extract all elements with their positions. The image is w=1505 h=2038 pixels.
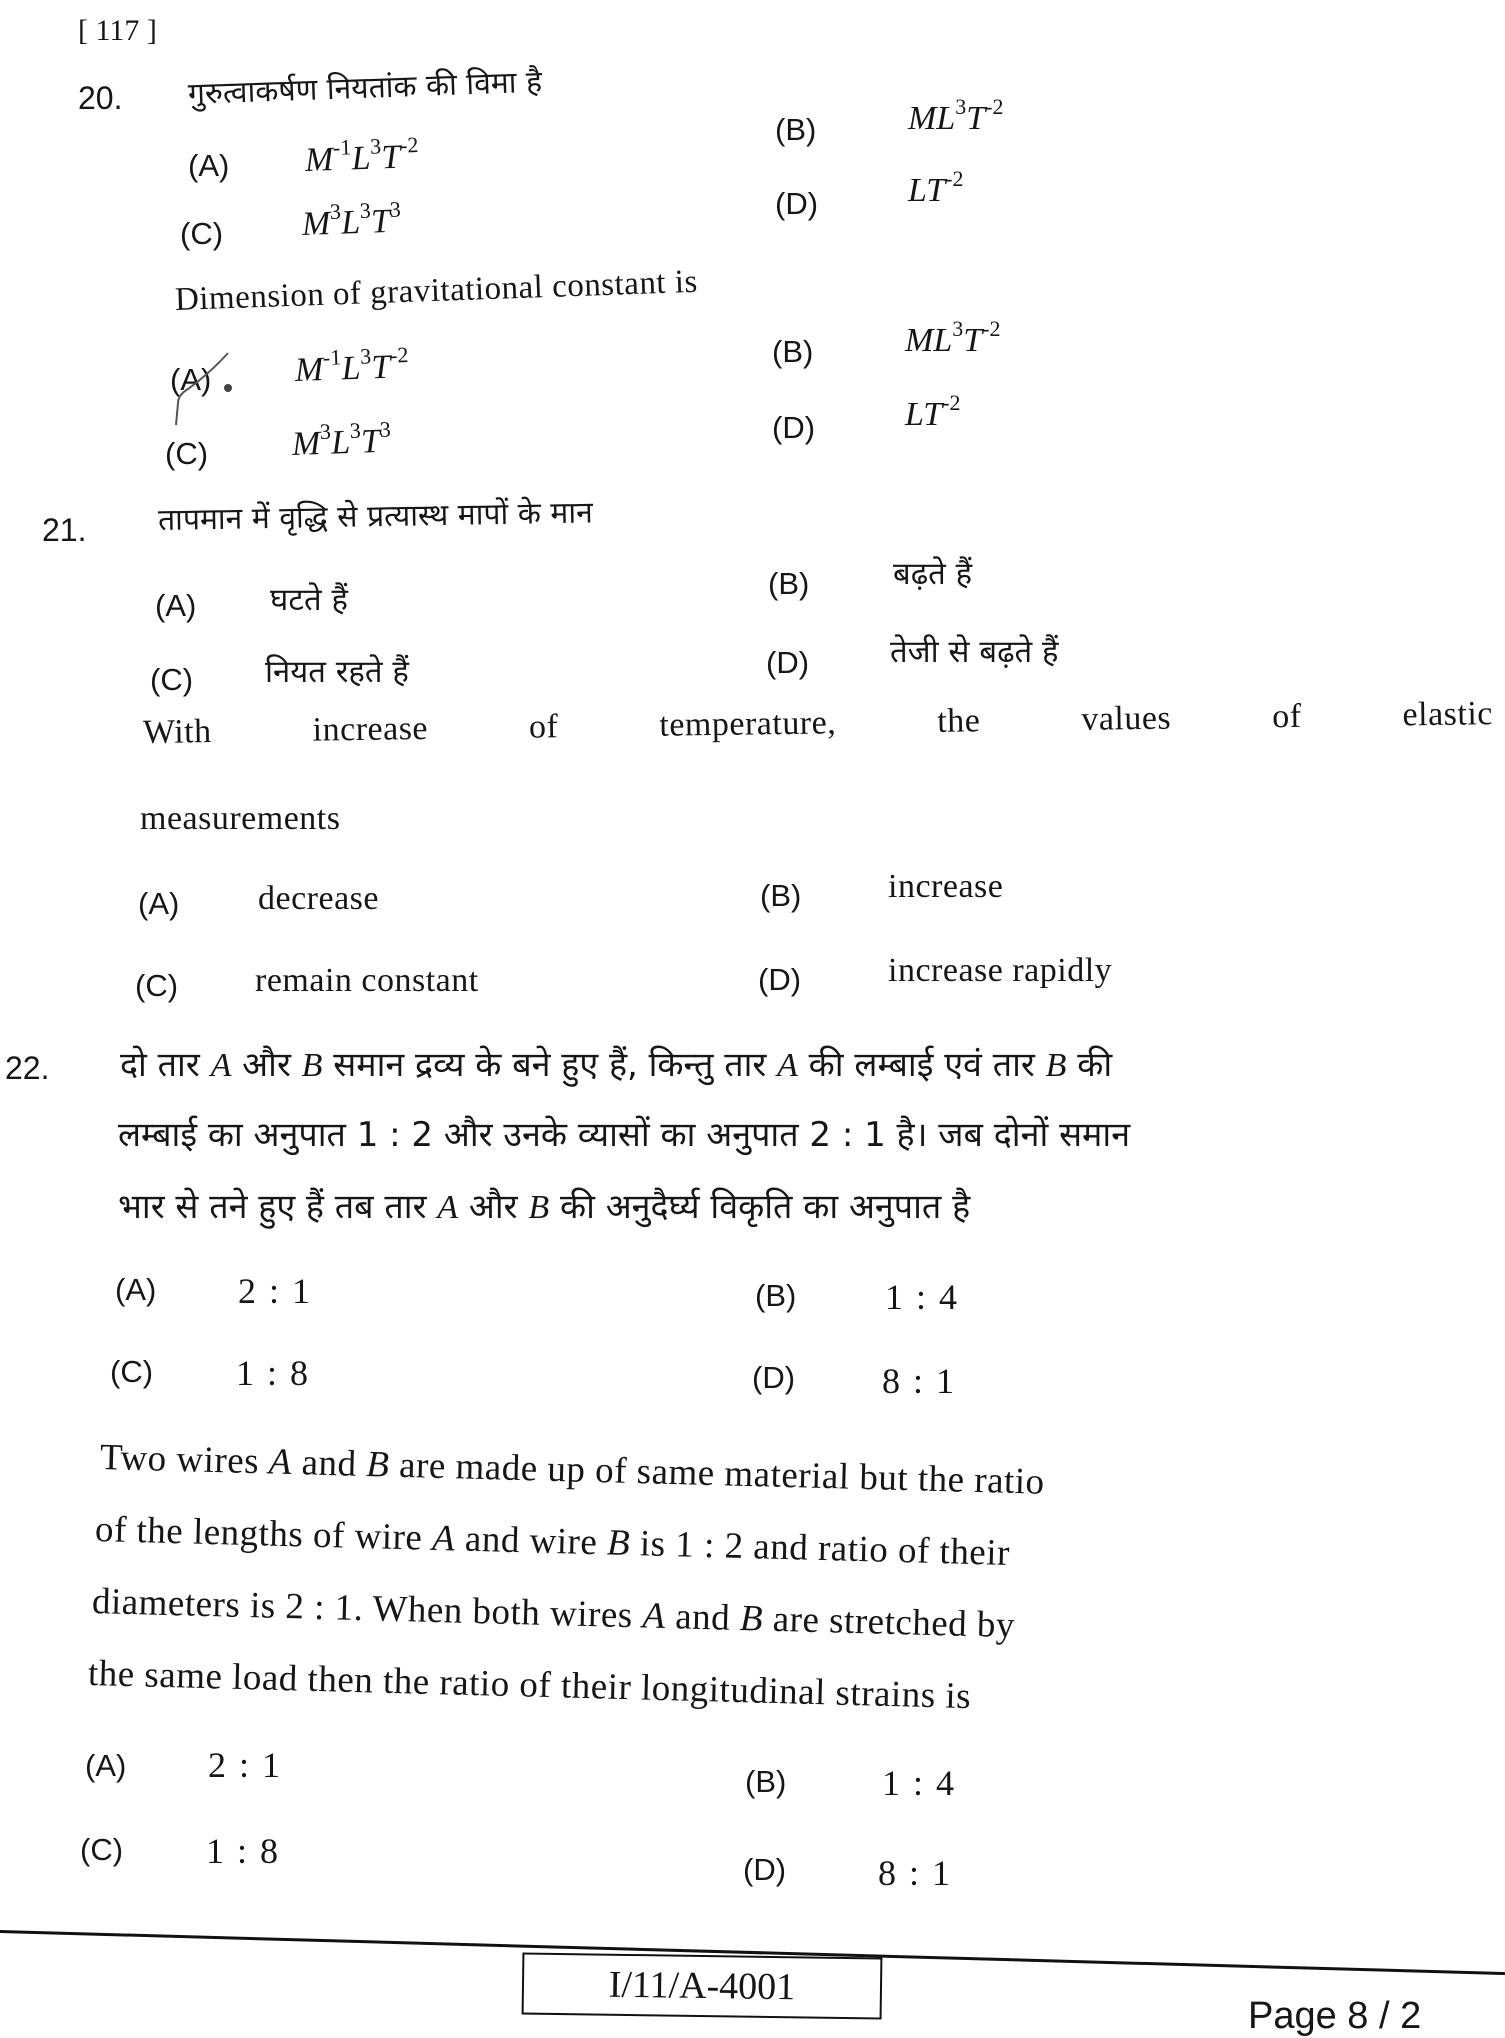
question-number-21: 21. — [42, 512, 87, 548]
page-marker: [ 117 ] — [78, 14, 157, 47]
q20-hi-option-d-label: (D) — [775, 186, 819, 221]
q20-hi-option-c-label: (C) — [180, 216, 224, 251]
q21-hi-option-a-label: (A) — [155, 588, 197, 623]
q22-hi-option-c-text: 1 : 8 — [236, 1353, 311, 1393]
q21-hi-option-c-label: (C) — [150, 662, 194, 697]
q20-hi-option-a-label: (A) — [188, 148, 230, 183]
q20-en-option-a-value: $M^{-1}L^3T^{-2}$ — [294, 342, 409, 389]
q22-english-line3: diameters is 2 : 1. When both wires A and B are stretched by — [91, 1581, 1016, 1647]
q20-en-option-d-label: (D) — [772, 410, 816, 445]
q21-en-option-d-text: increase rapidly — [888, 952, 1113, 989]
q20-hi-option-c-value: $M^3L^3T^3$ — [301, 196, 402, 243]
q21-en-option-a-text: decrease — [258, 880, 380, 917]
q22-en-option-d-label: (D) — [743, 1852, 787, 1887]
q22-hindi-line3: भार से तने हुए हैं तब तार A और B की अनुदैर्घ्य विकृति का अनुपात है — [118, 1187, 971, 1227]
q22-en-option-a-label: (A) — [85, 1748, 127, 1783]
page-number: Page 8 / 2 — [1248, 1995, 1422, 2037]
q21-en-option-b-text: increase — [888, 868, 1004, 905]
q21-english-stem-line2: measurements — [140, 800, 341, 837]
q21-hi-option-c-text: नियत रहते हैं — [265, 654, 409, 690]
q21-hi-option-d-text: तेजी से बढ़ते हैं — [890, 634, 1059, 670]
q20-hi-option-a-value: $M^{-1}L^3T^{-2}$ — [304, 132, 419, 179]
q22-hi-option-b-label: (B) — [755, 1278, 797, 1313]
q20-en-option-c-label: (C) — [165, 436, 209, 471]
q21-en-option-b-label: (B) — [760, 878, 802, 913]
question-number-22: 22. — [5, 1050, 50, 1086]
q22-english-line4: the same load then the ratio of their longitudinal strains is — [87, 1653, 972, 1718]
q21-hindi-stem: तापमान में वृद्धि से प्रत्यास्थ मापों के मान — [157, 495, 594, 538]
q20-hi-option-d-value: $LT^{-2}$ — [908, 166, 964, 209]
q20-hi-option-b-label: (B) — [775, 112, 817, 147]
q20-en-option-c-value: $M^3L^3T^3$ — [291, 416, 392, 463]
q20-hi-option-b-value: $ML^3T^{-2}$ — [908, 94, 1004, 137]
q22-en-option-d-text: 8 : 1 — [878, 1853, 953, 1893]
q22-hi-option-b-text: 1 : 4 — [885, 1277, 960, 1317]
q20-en-option-a-label: (A) — [170, 362, 212, 397]
q21-hi-option-b-label: (B) — [768, 566, 810, 601]
q21-en-option-c-label: (C) — [135, 968, 179, 1003]
q21-en-option-c-text: remain constant — [255, 962, 479, 999]
q20-en-option-d-value: $LT^{-2}$ — [905, 390, 961, 433]
q21-en-option-a-label: (A) — [138, 886, 180, 921]
q20-english-stem: Dimension of gravitational constant is — [174, 263, 699, 318]
q22-english-line2: of the lengths of wire A and wire B is 1 : 2 and ratio of their — [94, 1509, 1011, 1574]
q21-hi-option-d-label: (D) — [766, 645, 810, 680]
q22-hindi-line2: लम्बाई का अनुपात 1 : 2 और उनके व्यासों का अनुपात 2 : 1 है। जब दोनों समान — [118, 1115, 1131, 1155]
paper-code-box: I/11/A-4001 — [522, 1952, 883, 2019]
q21-hi-option-b-text: बढ़ते हैं — [893, 556, 973, 592]
q21-en-option-d-label: (D) — [758, 962, 802, 997]
q22-en-option-b-label: (B) — [745, 1764, 787, 1799]
q22-en-option-a-text: 2 : 1 — [208, 1745, 283, 1785]
q22-hi-option-d-label: (D) — [752, 1360, 796, 1395]
q22-en-option-b-text: 1 : 4 — [882, 1763, 957, 1803]
q22-en-option-c-text: 1 : 8 — [206, 1831, 281, 1871]
question-number-20: 20. — [78, 80, 123, 116]
q22-hindi-line1: दो तार A और B समान द्रव्य के बने हुए हैं, किन्तु तार A की लम्बाई एवं तार B की — [120, 1045, 1113, 1085]
q21-hi-option-a-text: घटते हैं — [270, 582, 348, 618]
q20-hindi-stem: गुरुत्वाकर्षण नियतांक की विमा है — [187, 64, 543, 112]
q22-hi-option-d-text: 8 : 1 — [882, 1361, 957, 1401]
q20-en-option-b-label: (B) — [772, 334, 814, 369]
handwritten-tick-icon — [170, 345, 280, 455]
q22-english-line1: Two wires A and B are made up of same material but the ratio — [99, 1437, 1046, 1503]
q20-en-option-b-value: $ML^3T^{-2}$ — [905, 316, 1001, 359]
q22-hi-option-c-label: (C) — [110, 1354, 154, 1389]
handwritten-dot-icon — [222, 382, 234, 394]
q22-hi-option-a-label: (A) — [115, 1272, 157, 1307]
q22-hi-option-a-text: 2 : 1 — [238, 1271, 313, 1311]
q22-en-option-c-label: (C) — [80, 1832, 124, 1867]
q21-english-stem-line1: With increase of temperature, the values of elastic — [142, 695, 1494, 751]
